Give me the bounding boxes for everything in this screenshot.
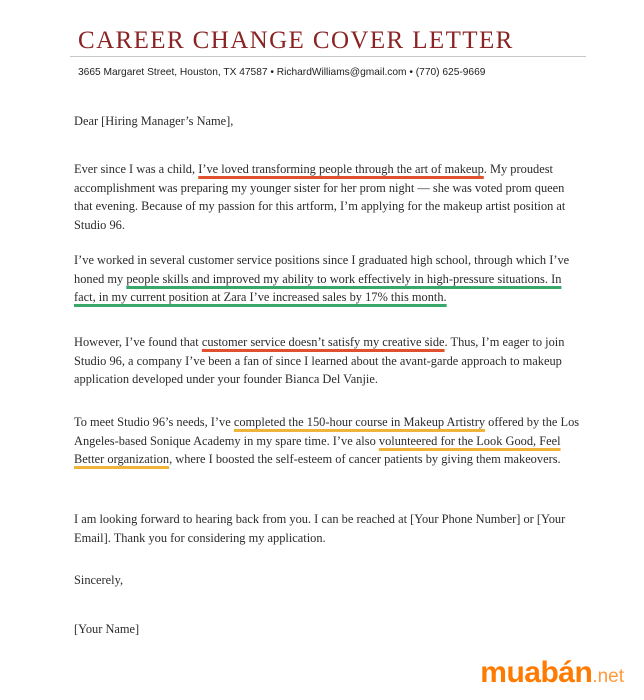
highlight-creative-side: customer service doesn’t satisfy my creative side bbox=[201, 335, 445, 349]
paragraph-3-text-rest: . Thus, I’m eager to join Studio 96, a company I’ve been a fan of since I learned about the avant-garde approach to makeup application developed under your founder Bianca Del Vanjie. bbox=[74, 335, 565, 386]
muaban-logo bbox=[480, 658, 624, 688]
paragraph-4-text: To meet Studio 96’s needs, I’ve bbox=[74, 415, 234, 429]
highlight-makeup-course: completed the 150-hour course in Makeup Artistry bbox=[233, 415, 486, 429]
paragraph-4-text-mid: offered by the Los Angeles-based Sonique Academy in my spare time. I’ve also bbox=[74, 415, 580, 448]
logo-tld: .net bbox=[592, 666, 624, 687]
highlight-volunteer: volunteered for the Look Good, Feel Better organization bbox=[74, 433, 561, 466]
highlight-people-skills: people skills and improved my ability to work effectively in high-pressure situations. In fact, in my current position at Zara I’ve increased sales by 17% this month. bbox=[74, 271, 562, 304]
paragraph-2-text: I’ve worked in several customer service positions since I graduated high school, through which I’ve honed my bbox=[74, 253, 570, 286]
title-divider bbox=[70, 56, 586, 57]
salutation: Dear [Hiring Manager’s Name], bbox=[74, 114, 234, 128]
paragraph-1 bbox=[74, 160, 584, 234]
paragraph-2 bbox=[74, 251, 584, 307]
document-title: CAREER CHANGE COVER LETTER bbox=[78, 27, 514, 54]
logo-brand: muabán bbox=[480, 656, 593, 689]
paragraph-4 bbox=[74, 413, 584, 469]
paragraph-1-text-rest: . My proudest accomplishment was preparing my younger sister for her prom night — she was voted prom queen that evening. Because of my passion for this artform, I’m applying for the makeup artist position at Studio 96. bbox=[74, 162, 566, 232]
signature: [Your Name] bbox=[74, 622, 140, 636]
contact-line: 3665 Margaret Street, Houston, TX 47587 • RichardWilliams@gmail.com • (770) 625-9669 bbox=[78, 67, 486, 78]
paragraph-5: I am looking forward to hearing back from you. I can be reached at [Your Phone Number] or [Your Email]. Thank you for considering my application. bbox=[74, 512, 566, 545]
paragraph-3-text: However, I’ve found that bbox=[74, 335, 202, 349]
paragraph-3 bbox=[74, 333, 584, 389]
paragraph-4-text-rest: , where I boosted the self-esteem of cancer patients by giving them makeovers. bbox=[169, 452, 561, 466]
highlight-makeup-passion: I’ve loved transforming people through the art of makeup bbox=[198, 162, 484, 176]
paragraph-1-text: Ever since I was a child, bbox=[74, 162, 199, 176]
closing: Sincerely, bbox=[74, 573, 124, 587]
